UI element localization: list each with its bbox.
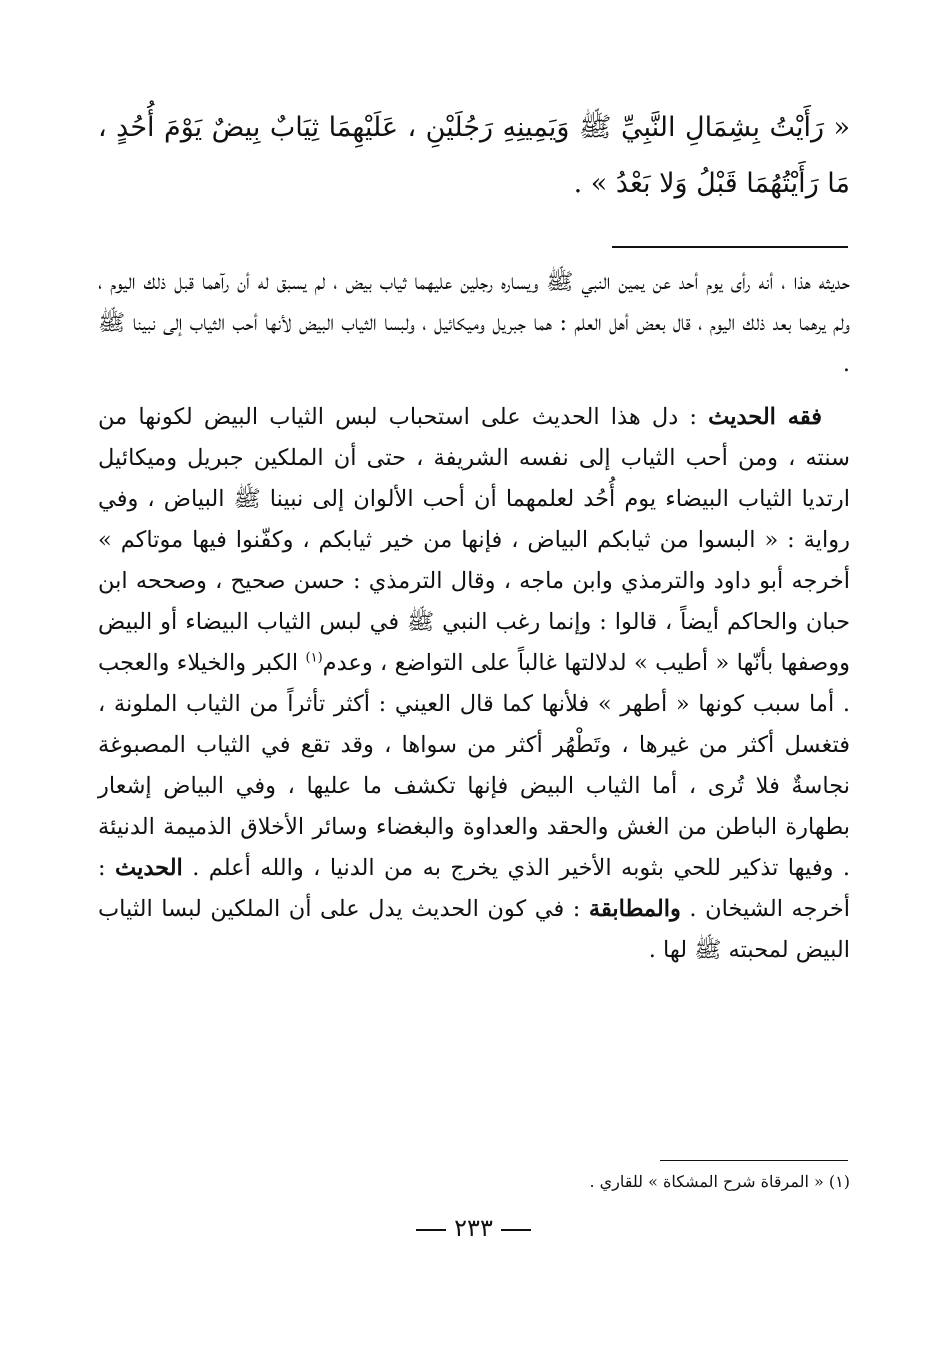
fiqh-paragraph [98,397,850,971]
hadith-text: « رَأَيْتُ بِشِمَالِ النَّبِيِّ ﷺ وَيَمِينِهِ رَجُلَيْنِ ، عَلَيْهِمَا ثِيَابٌ بِيضٌ يَوْمَ أُحُدٍ ، مَا رَأَيْتُهُمَا قَبْلُ وَلا بَعْدُ » . [98,112,850,199]
section-divider [612,246,848,248]
fiqh-text-part-1: : دل هذا الحديث على استحباب لبس الثياب البيض لكونها من سنته ، ومن أحب الثياب إلى نفسه الشريفة ، حتى أن الملكين جبريل وميكائيل ارتديا الثياب البيضاء يوم أُحُد لعلمهما أن أحب الألوان إلى نبينا ﷺ البياض ، وفي رواية : « البسوا من ثيابكم البياض ، فإنها من خير ثيابكم ، وكفّنوا فيها موتاكم » أخرجه أبو داود والترمذي وابن ماجه ، وقال الترمذي : حسن صحيح ، وصححه ابن حبان والحاكم أيضاً ، قالوا : وإنما رغب النبي ﷺ في لبس الثياب البيضاء أو البيض ووصفها بأنّها « أطيب » لدلالتها غالباً على التواضع ، وعدم [98,404,851,676]
page-number-dash-left [416,1229,446,1231]
commentary-body [98,262,850,971]
page-number [0,1208,947,1248]
page-number-dash-right [501,1229,531,1231]
hadith-source-text: : أخرجه الشيخان . [98,855,850,922]
hadith-source-heading: الحديث [115,855,183,881]
page-number-value: ٢٣٣ [454,1214,493,1242]
footnote: (١) « المرقاة شرح المشكاة » للقاري . [589,1172,850,1191]
footnote-reference[interactable]: (١) [305,650,323,666]
fiqh-heading: فقه الحديث [708,404,822,430]
commentary-paragraph-1: حديثه هذا ، أنه رأى يوم أحد عن يمين النبي ﷺ ويساره رجلين عليهما ثياب بيض ، لم يسبق له أن رآهما قبل ذلك اليوم ، ولم يرهما بعد ذلك اليوم ، قال بعض أهل العلم : هما جبريل وميكائيل ، ولبسا الثياب البيض لأنها أحب الثياب إلى نبينا ﷺ . [98,269,850,377]
footnote-divider [660,1160,848,1161]
mutabaqa-text: : في كون الحديث يدل على أن الملكين لبسا الثياب البيض لمحبته ﷺ لها . [98,896,850,963]
mutabaqa-heading: والمطابقة [588,896,681,922]
fiqh-text-part-2: الكبر والخيلاء والعجب . أما سبب كونها « أطهر » فلأنها كما قال العيني : أكثر تأثراً من الثياب الملونة ، فتغسل أكثر من غيرها ، وتَطْهُر أكثر من سواها ، وقد تقع في الثياب المصبوغة نجاسةٌ فلا تُرى ، أما الثياب البيض فإنها تكشف ما عليها ، وفي البياض إشعار بطهارة الباطن من الغش والحقد والعداوة والبغضاء وسائر الأخلاق الذميمة الدنيئة . وفيها تذكير للحي بثوبه الأخير الذي يخرج به من الدنيا ، والله أعلم . [98,650,850,881]
